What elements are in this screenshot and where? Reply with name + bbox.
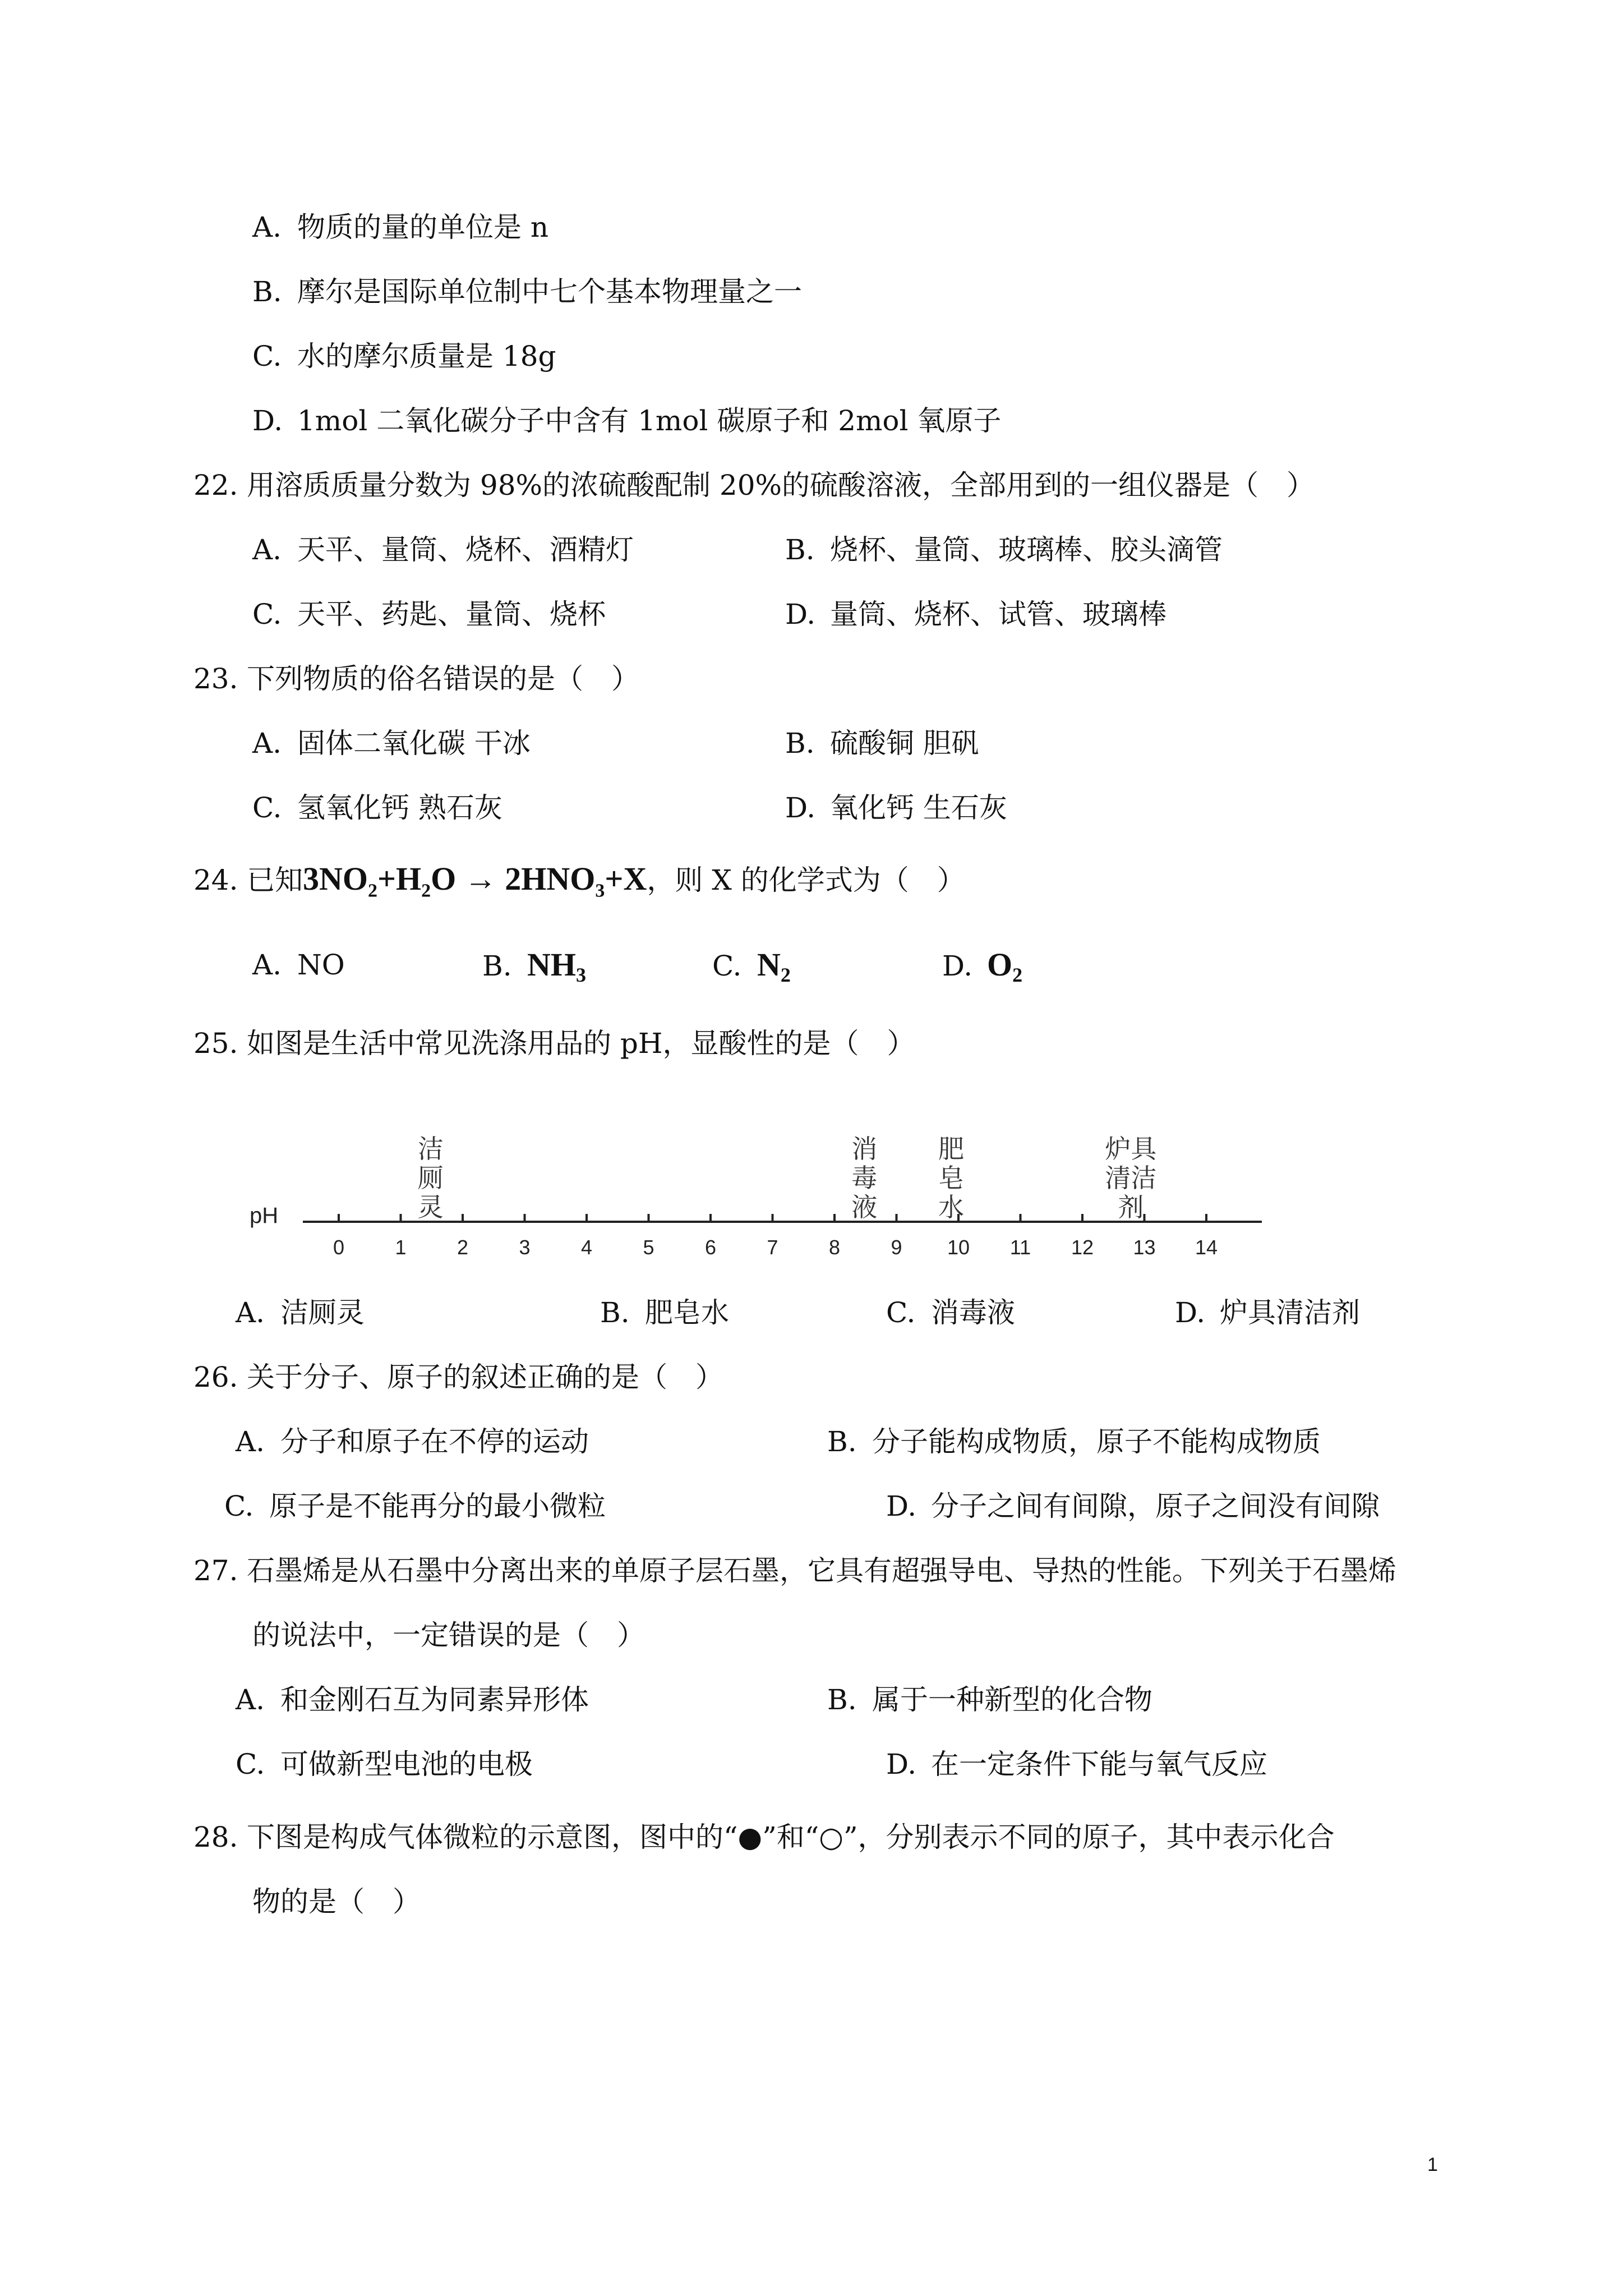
ph-product-2 — [938, 1134, 964, 1222]
q26-option-c: C. 原子是不能再分的最小微粒 — [224, 1490, 606, 1522]
q24-stem: 24. 已知$3NO_2+H_2O \to 2HNO_3+X$，则 X 的化学式为（ ） — [193, 861, 965, 901]
ph-tick-label-8: 8 — [828, 1236, 841, 1259]
q22-option-b: B. 烧杯、量筒、玻璃棒、胶头滴管 — [785, 533, 1223, 566]
ph-product-label: 液 — [851, 1192, 878, 1222]
ph-scale-diagram — [241, 1099, 1279, 1262]
ph-tick-label-13: 13 — [1133, 1236, 1156, 1259]
q22-option-d: D. 量筒、烧杯、试管、玻璃棒 — [785, 598, 1166, 631]
q21-option-a: A. 物质的量的单位是 n — [252, 211, 549, 243]
q26-option-b: B. 分子能构成物质，原子不能构成物质 — [827, 1425, 1321, 1458]
ph-product-label: 肥 — [938, 1134, 964, 1164]
ph-product-label: 水 — [938, 1192, 964, 1222]
ph-tick-label-7: 7 — [767, 1236, 778, 1259]
q21-option-d: D. 1mol 二氧化碳分子中含有 1mol 碳原子和 2mol 氧原子 — [252, 404, 1002, 437]
q21-option-c: C. 水的摩尔质量是 18g — [252, 340, 556, 372]
q23-option-a: A. 固体二氧化碳 干冰 — [252, 727, 531, 760]
q25-option-a: A. 洁厕灵 — [236, 1296, 365, 1329]
q23-option-c: C. 氢氧化钙 熟石灰 — [252, 792, 502, 824]
ph-tick-label-5: 5 — [643, 1236, 654, 1259]
q24-option-c: C. $N_2$ — [712, 946, 791, 986]
q23-option-b: B. 硫酸铜 胆矾 — [785, 727, 979, 760]
q27-option-d: D. 在一定条件下能与氧气反应 — [886, 1748, 1267, 1780]
ph-tick-label-10: 10 — [947, 1236, 970, 1259]
q21-option-b: B. 摩尔是国际单位制中七个基本物理量之一 — [252, 275, 802, 308]
page-number: 1 — [1427, 2154, 1438, 2175]
q22-stem: 22. 用溶质质量分数为 98%的浓硫酸配制 20%的硫酸溶液，全部用到的一组仪器是（ ） — [193, 469, 1315, 501]
ph-tick-label-11: 11 — [1009, 1236, 1031, 1259]
q27-option-b: B. 属于一种新型的化合物 — [827, 1683, 1152, 1716]
q27-stem-line1: 27. 石墨烯是从石墨中分离出来的单原子层石墨，它具有超强导电、导热的性能。下列关于石墨烯 — [193, 1554, 1396, 1587]
ph-product-label: 消 — [851, 1134, 878, 1164]
ph-product-0 — [418, 1134, 444, 1222]
q25-option-c: C. 消毒液 — [886, 1296, 1015, 1329]
q25-option-b: B. 肥皂水 — [600, 1296, 729, 1329]
ph-product-3 — [1105, 1134, 1158, 1222]
q24-equation: $3NO_2+H_2O \to 2HNO_3+X$ — [303, 861, 647, 901]
q26-stem: 26. 关于分子、原子的叙述正确的是（ ） — [193, 1361, 723, 1393]
q26-option-a: A. 分子和原子在不停的运动 — [236, 1425, 589, 1458]
q22-option-c: C. 天平、药匙、量筒、烧杯 — [252, 598, 606, 631]
q28-stem-line1: 28. 下图是构成气体微粒的示意图，图中的“●”和“○”，分别表示不同的原子，其中表示化合 — [193, 1821, 1335, 1853]
ph-tick-label-9: 9 — [891, 1236, 902, 1259]
ph-product-label: 毒 — [851, 1163, 878, 1193]
ph-tick-label-2: 2 — [457, 1236, 469, 1259]
ph-product-label: 灵 — [417, 1192, 444, 1222]
q26-option-d: D. 分子之间有间隙，原子之间没有间隙 — [886, 1490, 1380, 1522]
ph-product-label: 剂 — [1118, 1192, 1144, 1222]
q22-option-a: A. 天平、量筒、烧杯、酒精灯 — [252, 533, 634, 566]
ph-axis-label: pH — [250, 1203, 279, 1228]
ph-tick-label-14: 14 — [1195, 1236, 1218, 1259]
ph-tick-label-3: 3 — [519, 1236, 531, 1259]
ph-product-1 — [851, 1134, 877, 1222]
q27-option-c: C. 可做新型电池的电极 — [236, 1748, 533, 1780]
ph-product-label: 洁 — [417, 1134, 444, 1164]
ph-tick-label-12: 12 — [1071, 1236, 1094, 1259]
q25-option-d: D. 炉具清洁剂 — [1175, 1296, 1360, 1329]
q24-option-b: B. $NH_3$ — [482, 946, 586, 986]
ph-tick-label-0: 0 — [333, 1236, 345, 1259]
ph-tick-label-1: 1 — [395, 1236, 407, 1259]
q23-stem: 23. 下列物质的俗名错误的是（ ） — [193, 662, 639, 695]
ph-tick-label-4: 4 — [580, 1236, 593, 1259]
q23-option-d: D. 氧化钙 生石灰 — [785, 792, 1007, 824]
ph-product-label: 皂 — [938, 1163, 964, 1193]
ph-product-label: 清洁 — [1105, 1163, 1157, 1193]
q24-option-a: A. NO — [252, 949, 345, 981]
q27-option-a: A. 和金刚石互为同素异形体 — [236, 1683, 589, 1716]
q28-stem-line2: 物的是（ ） — [252, 1885, 421, 1918]
q24-option-d: D. $O_2$ — [942, 946, 1023, 986]
ph-tick-label-6: 6 — [704, 1236, 717, 1259]
q27-stem-line2: 的说法中，一定错误的是（ ） — [252, 1619, 645, 1651]
ph-product-label: 厕 — [417, 1163, 444, 1193]
q25-stem: 25. 如图是生活中常见洗涤用品的 pH，显酸性的是（ ） — [193, 1027, 915, 1060]
ph-product-label: 炉具 — [1105, 1134, 1157, 1164]
